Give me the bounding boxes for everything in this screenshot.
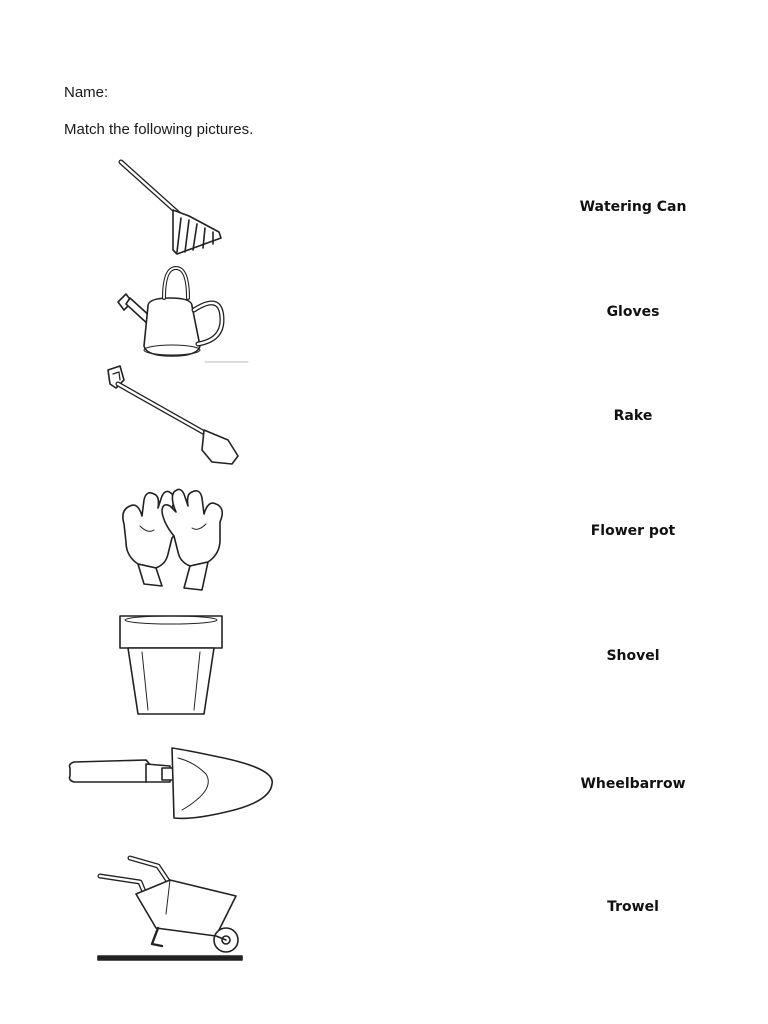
shovel-icon	[100, 364, 245, 469]
watering-can-icon	[110, 264, 250, 364]
rake-icon	[115, 158, 230, 258]
wheelbarrow-icon	[96, 852, 246, 962]
word-wheelbarrow: Wheelbarrow	[580, 776, 686, 792]
word-shovel: Shovel	[606, 648, 660, 664]
name-label: Name:	[64, 84, 109, 101]
flower-pot-icon	[118, 612, 228, 720]
word-rake: Rake	[613, 408, 653, 424]
word-flower-pot: Flower pot	[590, 523, 676, 539]
word-watering-can: Watering Can	[579, 199, 687, 215]
word-gloves: Gloves	[606, 304, 660, 320]
gloves-icon	[110, 482, 235, 597]
trowel-icon	[66, 746, 281, 826]
instructions: Match the following pictures.	[64, 121, 254, 138]
word-trowel: Trowel	[607, 899, 659, 915]
